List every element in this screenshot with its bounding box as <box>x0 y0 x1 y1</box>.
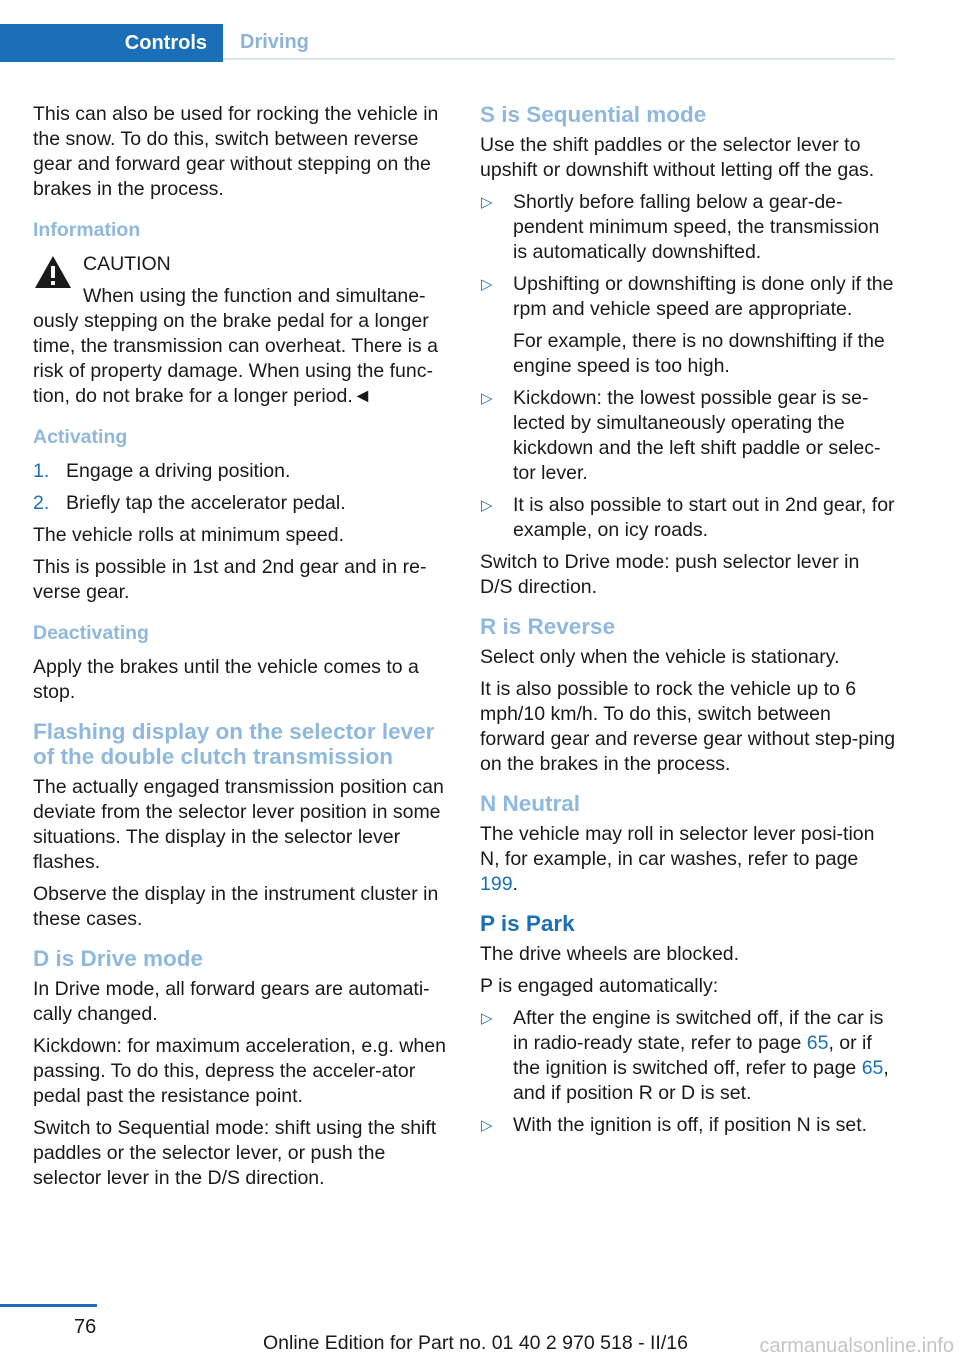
heading-park: P is Park <box>480 911 575 936</box>
paragraph-rocking: This can also be used for rocking the vehicle in the snow. To do this, switch between reverse gear and forward gear without stepping on the brakes in the process. <box>33 103 439 200</box>
heading-flashing-display: Flashing display on the selector lever of the double clutch transmission <box>33 719 435 769</box>
bullet-triangle-icon: ▷ <box>481 497 493 514</box>
caution-text-rest: ously stepping on the brake pedal for a longer time, the transmission can overheat. There is a risk of property damage. When using the func-tion, do not brake for a longer period.◄ <box>33 310 438 407</box>
list-text: Shortly before falling below a gear-de-pendent minimum speed, the transmission is automatically downshifted. <box>513 191 880 263</box>
caution-box <box>33 252 447 409</box>
list-text: With the ignition is off, if position N is set. <box>513 1114 868 1136</box>
list-item <box>480 1113 896 1138</box>
park-text-c: , and if position R or D is set. <box>513 1057 889 1104</box>
list-text: Kickdown: the lowest possible gear is se-lected by simultaneously operating the kickdown and the left shift paddle or selec-tor lever. <box>513 387 881 484</box>
paragraph-drive-1: In Drive mode, all forward gears are automati-cally changed. <box>33 978 430 1025</box>
paragraph-drive-2: Kickdown: for maximum acceleration, e.g. when passing. To do this, depress the acceler-ator pedal past the resistance point. <box>33 1035 446 1107</box>
paragraph-park-1: The drive wheels are blocked. <box>480 943 740 965</box>
tab-controls[interactable]: Controls <box>0 24 223 62</box>
right-column <box>480 102 896 1145</box>
left-column <box>33 102 447 1198</box>
paragraph-switch-drive: Switch to Drive mode: push selector lever in D/S direction. <box>480 551 860 598</box>
list-text: Engage a driving position. <box>66 460 291 482</box>
heading-drive-mode: D is Drive mode <box>33 946 204 971</box>
park-text-b: , or if the ignition is switched off, refer to page <box>513 1032 872 1079</box>
paragraph-park-2: P is engaged automatically: <box>480 975 719 997</box>
page-number: 76 <box>74 1316 97 1338</box>
caution-title: CAUTION <box>83 253 171 275</box>
bullet-triangle-icon: ▷ <box>481 276 493 293</box>
edition-text: Online Edition for Part no. 01 40 2 970 518 - II/16 <box>263 1332 688 1354</box>
list-item <box>33 459 447 484</box>
bullet-triangle-icon: ▷ <box>481 1010 493 1027</box>
chapter-tabs <box>0 24 895 60</box>
heading-neutral: N Neutral <box>480 791 581 816</box>
paragraph-flashing-1: The actually engaged transmission position can deviate from the selector lever position in some situations. The display in the selector lever flashes. <box>33 776 444 873</box>
footer-rule <box>0 1304 97 1307</box>
list-item <box>480 272 896 322</box>
paragraph-reverse-1: Select only when the vehicle is stationary. <box>480 646 840 668</box>
list-text: Upshifting or downshifting is done only if the rpm and vehicle speed are appropriate. <box>513 273 894 320</box>
heading-reverse: R is Reverse <box>480 614 616 639</box>
paragraph-rolls: The vehicle rolls at minimum speed. <box>33 524 345 546</box>
paragraph-sequential: Use the shift paddles or the selector lever to upshift or downshift without letting off the gas. <box>480 134 875 181</box>
page-link-199[interactable]: 199 <box>480 873 513 895</box>
paragraph-drive-3: Switch to Sequential mode: shift using the shift paddles or the selector lever, or push the selector lever in the D/S direction. <box>33 1117 437 1189</box>
paragraph-possible: This is possible in 1st and 2nd gear and in re-verse gear. <box>33 556 427 603</box>
park-text-a: After the engine is switched off, if the car is in radio-ready state, refer to page <box>513 1007 884 1054</box>
paragraph-neutral <box>480 822 896 897</box>
list-number: 2. <box>33 492 50 514</box>
list-text: It is also possible to start out in 2nd gear, for example, on icy roads. <box>513 494 895 541</box>
list-item <box>480 1006 896 1106</box>
bullet-triangle-icon: ▷ <box>481 1117 493 1134</box>
paragraph-flashing-2: Observe the display in the instrument cluster in these cases. <box>33 883 439 930</box>
bullet-triangle-icon: ▷ <box>481 194 493 211</box>
paragraph-reverse-2: It is also possible to rock the vehicle up to 6 mph/10 km/h. To do this, switch between forward gear and reverse gear without step-ping on the brakes in the process. <box>480 678 896 775</box>
bullet-triangle-icon: ▷ <box>481 390 493 407</box>
heading-deactivating: Deactivating <box>33 622 149 644</box>
list-subparagraph: For example, there is no downshifting if the engine speed is too high. <box>513 330 885 377</box>
list-item <box>480 493 896 543</box>
neutral-text: The vehicle may roll in selector lever posi-tion N, for example, in car washes, refer to page <box>480 823 875 870</box>
list-text <box>513 1007 889 1104</box>
page-link-65[interactable]: 65 <box>806 1032 829 1054</box>
warning-triangle-icon <box>33 254 73 290</box>
list-item <box>480 386 896 486</box>
list-number: 1. <box>33 460 50 482</box>
page-link-65-second[interactable]: 65 <box>861 1057 884 1079</box>
tab-driving[interactable]: Driving <box>240 30 309 53</box>
list-text: Briefly tap the accelerator pedal. <box>66 492 346 514</box>
heading-information: Information <box>33 219 141 241</box>
heading-activating: Activating <box>33 426 128 448</box>
caution-text-start: When using the function and simultane- <box>83 285 426 307</box>
watermark: carmanualsonline.info <box>759 1335 954 1357</box>
list-item <box>480 190 896 265</box>
heading-sequential-mode: S is Sequential mode <box>480 102 707 127</box>
list-item <box>33 491 447 516</box>
neutral-text-end: . <box>512 873 518 895</box>
paragraph-deactivating: Apply the brakes until the vehicle comes to a stop. <box>33 656 419 703</box>
